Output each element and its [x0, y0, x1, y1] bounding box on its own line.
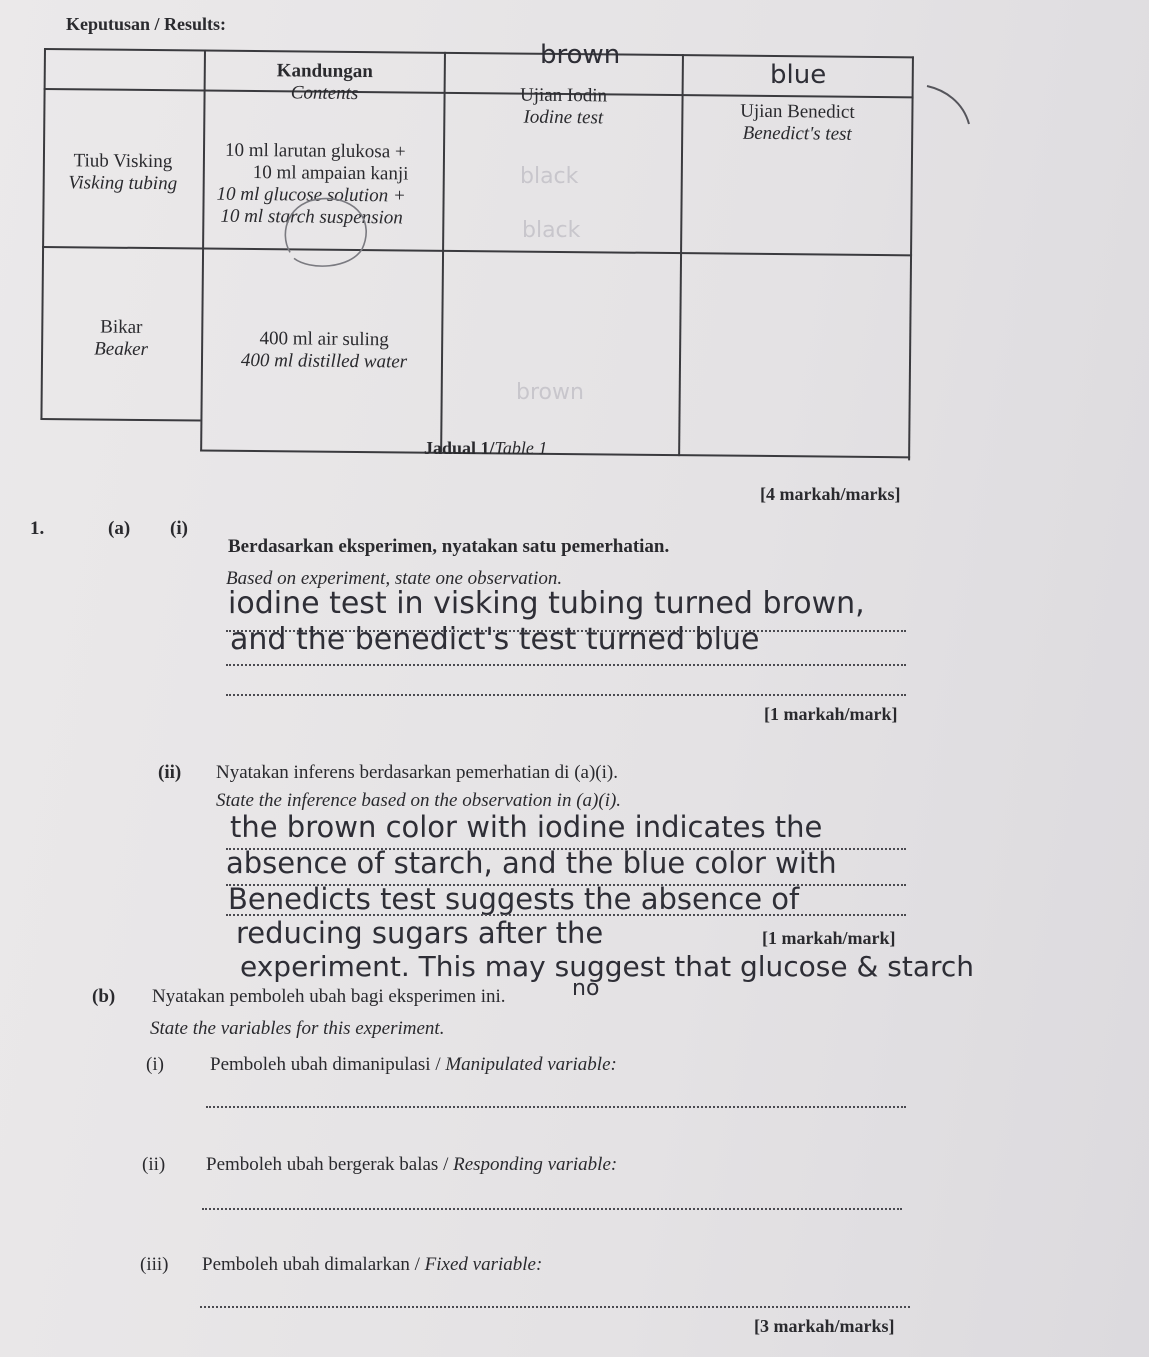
q2-answer-line-4: reducing sugars after the: [236, 916, 604, 950]
qb-i-en: Manipulated variable:: [445, 1054, 617, 1075]
question-part-b: (b): [92, 986, 116, 1007]
qb-ii-en: Responding variable:: [453, 1154, 618, 1175]
table-border-top: [44, 48, 914, 58]
qb-iii-ms: Pemboleh ubah dimalarkan /: [202, 1254, 420, 1275]
header-contents: [205, 60, 443, 106]
handwritten-faint-black-1: black: [520, 164, 579, 189]
q1-marks: [1 markah/mark]: [764, 704, 898, 724]
results-heading: Keputusan / Results:: [66, 14, 227, 34]
qb-text-en: State the variables for this experiment.: [150, 1018, 445, 1039]
header-benedict-en: Benedict's test: [742, 122, 852, 145]
qb-iii-label: (iii): [140, 1254, 169, 1275]
row-visking-contents-ms-1: 10 ml larutan glukosa +: [224, 139, 406, 163]
q1-text-ms: Berdasarkan eksperimen, nyatakan satu pemerhatian.: [228, 536, 670, 557]
row-visking-contents-en-2: 10 ml starch suspension: [220, 205, 403, 229]
qb-ii-text: [206, 1154, 617, 1176]
qb-scribble: no: [572, 976, 600, 1001]
header-iodine-en: Iodine test: [523, 106, 604, 129]
q2-answer-line-3: Benedicts test suggests the absence of: [228, 882, 800, 916]
table-caption: [424, 438, 547, 459]
qb-i-answer-line[interactable]: [206, 1106, 906, 1108]
table-row-divider: [42, 246, 912, 256]
row-beaker-label-en: Beaker: [94, 338, 149, 361]
qb-marks: [3 markah/marks]: [754, 1316, 895, 1336]
handwritten-blue-header: blue: [770, 60, 827, 90]
question-part-ii: (ii): [158, 762, 182, 783]
handwritten-faint-brown: brown: [516, 380, 584, 405]
row-beaker-label-ms: Bikar: [100, 316, 143, 338]
row-visking-label-ms: Tiub Visking: [73, 150, 173, 173]
qb-ii-label: (ii): [142, 1154, 166, 1175]
table-col-line-1: [200, 50, 206, 452]
pencil-stroke-mark: [925, 80, 975, 130]
table-border-left: [40, 48, 46, 420]
row-beaker-contents-ms-1: 400 ml air suling: [259, 328, 389, 351]
qb-ii-answer-line[interactable]: [202, 1208, 902, 1210]
row-beaker-contents-en-1: 400 ml distilled water: [240, 349, 408, 373]
handwritten-faint-black-2: black: [522, 218, 581, 243]
header-iodine: [445, 84, 681, 130]
row-visking-label: [43, 150, 203, 196]
header-iodine-ms: Ujian Iodin: [519, 84, 608, 107]
table-border-bottom: [200, 450, 910, 459]
q2-answer-line-5: experiment. This may suggest that glucose & starch: [240, 950, 975, 983]
question-part-a: (a): [108, 518, 131, 539]
header-contents-en: Contents: [290, 82, 359, 105]
qb-i-label: (i): [146, 1054, 164, 1075]
row-visking-contents-ms-2: 10 ml ampaian kanji: [252, 162, 409, 185]
row-beaker-contents: [207, 328, 441, 374]
question-part-i: (i): [170, 518, 188, 539]
q1-answer-dotted-line-2: [226, 664, 906, 666]
row-beaker-label: [41, 316, 201, 362]
results-table: [40, 48, 914, 460]
table-caption-ms: Jadual 1/: [424, 438, 495, 458]
qb-i-text: [210, 1054, 617, 1076]
pencil-circle-mark: [270, 192, 381, 273]
qb-i-ms: Pemboleh ubah dimanipulasi /: [210, 1054, 441, 1075]
q2-answer-line-2: absence of starch, and the blue color with: [226, 846, 837, 880]
row-visking-label-en: Visking tubing: [68, 172, 178, 195]
q2-text-ms: Nyatakan inferens berdasarkan pemerhatian di (a)(i).: [216, 762, 618, 783]
header-benedict-ms: Ujian Benedict: [740, 100, 855, 123]
qb-ii-ms: Pemboleh ubah bergerak balas /: [206, 1154, 449, 1175]
q1-answer-line-2: and the benedict's test turned blue: [230, 622, 760, 657]
q1-text-en: Based on experiment, state one observation.: [226, 568, 563, 589]
q2-answer-line-1: the brown color with iodine indicates the: [230, 810, 823, 844]
qb-iii-answer-line[interactable]: [200, 1306, 910, 1308]
q2-marks: [1 markah/mark]: [762, 928, 896, 948]
question-number: 1.: [30, 518, 45, 539]
q1-answer-dotted-line-3: [226, 694, 906, 696]
qb-iii-en: Fixed variable:: [424, 1254, 543, 1275]
qb-iii-text: [202, 1254, 542, 1276]
table-border-bottom-left: [40, 418, 200, 422]
header-contents-ms: Kandungan: [276, 60, 373, 83]
table-caption-en: Table 1: [494, 438, 548, 458]
q2-text-en: State the inference based on the observation in (a)(i).: [216, 790, 622, 811]
table-marks: [4 markah/marks]: [760, 484, 901, 504]
handwritten-brown-header: brown: [540, 40, 621, 70]
header-benedict: [683, 100, 911, 146]
qb-text-ms: Nyatakan pemboleh ubah bagi eksperimen ini.: [152, 986, 506, 1007]
q1-answer-line-1: iodine test in visking tubing turned brown,: [228, 586, 865, 621]
row-visking-contents-en-1: 10 ml glucose solution +: [216, 183, 406, 207]
